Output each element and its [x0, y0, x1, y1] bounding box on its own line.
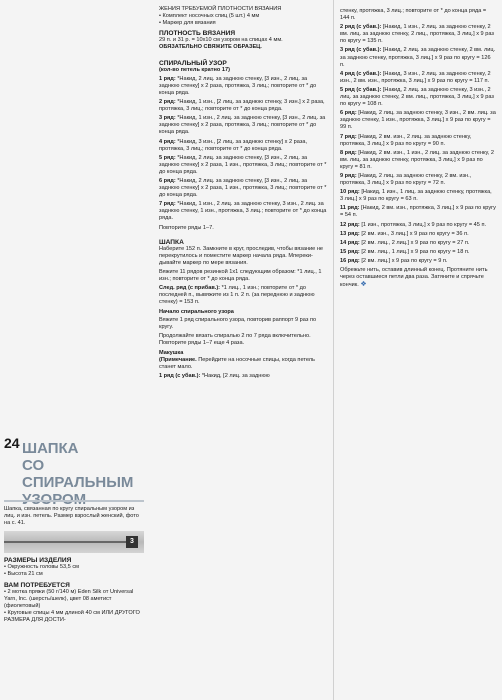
hat-heading: ШАПКА: [159, 238, 184, 246]
row-label: 8 ряд:: [340, 149, 357, 156]
row-text: [2 вм. лиц., 2 лиц.] х 9 раз по кругу = 27 п.: [361, 239, 470, 246]
row-text: [Накид, 1 изн., 1 лиц. за заднюю стенку, протяжка, 3 лиц.] х 9 раз по кругу = 63 п.: [340, 189, 492, 203]
row-text: [Накид, 2 лиц. за заднюю стенку, 3 изн., 2 лиц. за заднюю стенку, 2 вм. лиц., протяжка, 3 лиц.] х 9 раз по кругу = 108 п.: [340, 86, 494, 108]
row-text: *Накид, 3 изн., [2 лиц. за заднюю стенку] х 2 раза, протяжка, 3 лиц.; повторите от * до конца ряда.: [159, 138, 308, 152]
row-label: 15 ряд:: [340, 248, 360, 255]
row-label: 4 ряд (с убав.):: [340, 70, 382, 77]
text-line: • Маркер для вязания: [159, 20, 216, 27]
pattern-row: [159, 115, 329, 136]
pattern-row: [340, 87, 496, 108]
row-text: [Накид, 2 вм. изн., 2 лиц. за заднюю стенку, протяжка, 3 лиц.] х 9 раз по кругу = 90 п.: [340, 133, 472, 147]
pattern-row: [340, 134, 496, 148]
size-item: • Высота 21 см: [4, 571, 43, 578]
repeat-rows: Повторите ряды 1–7.: [159, 224, 214, 231]
middle-column: [159, 6, 329, 696]
left-column: [4, 0, 144, 700]
pattern-row: [340, 47, 496, 68]
row-label: 4 ряд:: [159, 138, 176, 145]
row-label: 12 ряд:: [340, 221, 360, 228]
row-text: [Накид, 2 вм. изн., протяжка, 3 лиц.] х 9 раз по кругу = 54 п.: [340, 205, 496, 219]
pattern-header: [4, 435, 144, 502]
photo-space: [4, 0, 144, 436]
pattern-row: [340, 205, 496, 219]
row-label: 5 ряд (с убав.):: [340, 86, 382, 93]
row-label: 2 ряд:: [159, 99, 176, 106]
pattern-row: [340, 8, 496, 22]
row-label: 6 ряд:: [340, 110, 357, 117]
row-text: [Накид, 2 лиц. за заднюю стенку, 2 вм. лиц. за заднюю стенку, протяжка, 3 лиц.] х 9 раз по кругу = 126 п.: [340, 47, 496, 68]
text-line: ЖЕНИЯ ТРЕБУЕМОЙ ПЛОТНОСТИ ВЯЗАНИЯ: [159, 6, 282, 12]
pattern-row: [340, 249, 496, 256]
row-text: *Накид, 1 изн., [2 лиц. за заднюю стенку, 3 изн.] х 2 раза, протяжка, 3 лиц.; повторите от * до конца ряда.: [159, 99, 325, 113]
row-text: *Накид, 2 лиц. за заднюю стенку, [3 изн., 2 лиц. за заднюю стенку] х 2 раза, 1 изн., протяжка, 3 лиц.; повторите от * до конца ряда.: [159, 154, 327, 175]
text-line: • Комплект носочных спиц (5 шт.) 4 мм: [159, 13, 260, 20]
top-heading: Макушка: [159, 349, 184, 356]
row-text: [Накид, 1 изн., 2 лиц. за заднюю стенку, 2 вм. лиц. за заднюю стенку, 2 лиц., протяжка, 3 лиц.] х 9 раз по кругу = 135 п.: [340, 24, 494, 45]
pattern-row: [159, 201, 329, 222]
crown-rows: [340, 8, 496, 265]
last-row: [159, 373, 329, 380]
spiral-rows: [159, 76, 329, 223]
row-text: [2 вм. лиц., 1 лиц.] х 9 раз по кругу = 18 п.: [361, 248, 470, 255]
row-text: *Накид, 2 лиц. за заднюю стенку, [3 изн., 2 лиц. за заднюю стенку] х 2 раза, 1 изн., протяжка, 3 лиц.; повторите от * до конца ряда.: [159, 177, 327, 199]
pattern-row: [340, 173, 496, 187]
pattern-row: [340, 150, 496, 171]
needle-graphic: [4, 541, 138, 543]
right-column: [340, 6, 496, 696]
row-label: 6 ряд:: [159, 177, 176, 184]
row-text: [1 изн., протяжка, 3 лиц.] х 9 раз по кругу = 45 п.: [361, 221, 487, 228]
rib-text: Вяжите 11 рядов резинкой 1х1 следующим образом: *1 лиц., 1 изн.; повторите от * до конца ряда.: [159, 269, 322, 283]
pattern-row: [340, 258, 496, 265]
continue-text: Продолжайте вязать спиралью 2 по 7 ряда включительно. Повторите ряды 1–7 еще 4 раза.: [159, 332, 311, 346]
column-divider: [333, 0, 334, 700]
row-label: 1 ряд (с убав.):: [159, 373, 201, 380]
row-label: 11 ряд:: [340, 205, 360, 212]
spiral-sub: (кол-во петель кратно 17): [159, 66, 230, 73]
pattern-row: [159, 178, 329, 199]
row-label: 3 ряд:: [159, 115, 176, 122]
row-text: [Накид, 2 лиц. за заднюю стенку, 2 вм. изн., протяжка, 3 лиц.] х 9 раз по кругу = 72 п.: [340, 172, 472, 187]
needs-item: • Круговые спицы 4 мм длиной 40 см ИЛИ ДРУГОГО РАЗМЕРА ДЛЯ ДОСТИ-: [4, 609, 140, 624]
row-label: 3 ряд (с убав.):: [340, 47, 382, 54]
row-text: [Накид, 2 лиц. за заднюю стенку, 3 изн., 2 вм. лиц. за заднюю стенку, 1 изн., протяжка, 3 лиц.] х 9 раз по кругу = 99 п.: [340, 110, 496, 131]
intro-text: Шапка, связанная по кругу спиральным узором из лиц. и изн. петель. Размер взрослый женский, фото на с. 41.: [4, 506, 139, 527]
row-text: [2 вм. лиц.] х 9 раз по кругу = 9 п.: [361, 257, 448, 264]
title-rule: [4, 500, 144, 502]
pattern-row: [340, 189, 496, 203]
row-label: 1 ряд:: [159, 75, 176, 82]
row-text: [Накид, 3 изн., 2 лиц. за заднюю стенку, 2 изн., 2 вм. изн., протяжка, 3 лиц.] х 9 раз по кругу = 117 п.: [340, 70, 491, 84]
pattern-title-line: ШАПКА: [22, 440, 79, 457]
size-item: • Окружность головы 53,5 см: [4, 564, 79, 571]
row-text: *Накид, [2 лиц. за заднюю: [201, 373, 270, 380]
row-text: [Накид, 2 вм. изн., 1 изн., 2 лиц. за заднюю стенку, 2 вм. лиц. за заднюю стенку, протяжка, 3 лиц.] х 9 раз по кругу = 81 п.: [340, 149, 495, 170]
row-text: *Накид, 1 изн., 2 лиц. за заднюю стенку, [3 изн., 2 лиц. за заднюю стенку] х 2 раза, протяжка, 3 лиц.; повторите от * до конца ряда.: [159, 115, 326, 136]
spiral-heading: СПИРАЛЬНЫЙ УЗОР: [159, 59, 227, 67]
pattern-row: [159, 76, 329, 97]
row-label: 9 ряд:: [340, 172, 357, 179]
knit-swatch-image: [4, 531, 144, 553]
row-label: 14 ряд:: [340, 239, 360, 246]
row-label: 2 ряд (с убав.):: [340, 24, 382, 31]
pattern-number: 24: [4, 435, 20, 451]
gauge-text: 29 п. и 31 р. = 10х10 см узором на спицах 4 мм.: [159, 37, 283, 44]
needs-item: • 2 мотка пряжи (50 г/140 м) Eden Silk от Universal Yarn, Inc. (шерсть/шелк), цвет 08 аметист (фиолетовый): [4, 588, 134, 609]
end-mark-icon: ❖: [360, 281, 367, 289]
row-text: [2 вм. изн., 3 лиц.] х 9 раз по кругу = 36 п.: [361, 230, 469, 237]
row-label: 7 ряд:: [159, 201, 176, 208]
row-label: 10 ряд:: [340, 189, 360, 196]
finish-text: [340, 267, 496, 289]
top-note: [159, 357, 329, 371]
pattern-row: [340, 71, 496, 85]
pattern-row: [340, 240, 496, 247]
row-label: 13 ряд:: [340, 230, 360, 237]
row-text: *Накид, 1 изн., 2 лиц. за заднюю стенку, 3 изн., 2 лиц. за заднюю стенку, 1 изн., протяжка, 3 лиц.; повторите от * до конца ряда.: [159, 201, 327, 222]
row-label: 16 ряд:: [340, 257, 360, 264]
pattern-row: [340, 110, 496, 131]
gauge-heading: ПЛОТНОСТЬ ВЯЗАНИЯ: [159, 30, 236, 38]
pattern-row: [340, 24, 496, 45]
pattern-title-line: СО СПИРАЛЬНЫМ: [22, 457, 134, 491]
row-text: *1 лиц., 1 изн.; повторите от * до последней п., вывяжите из 1 п. 2 п. (за переднюю и заднюю стенку) = 153 п.: [159, 285, 315, 306]
hat-text: Наберите 152 п. Замкните в круг, проследив, чтобы вязание не перекрутилось и поместите маркер начала ряда. Мпереки-дывайте маркер по мере вязания.: [159, 245, 324, 266]
note-label: (Примечание.: [159, 357, 197, 364]
pattern-row: [340, 231, 496, 238]
needs-heading: ВАМ ПОТРЕБУЕТСЯ: [4, 581, 70, 589]
start-text: Вяжите 1 ряд спирального узора, повторив раппорт 9 раз по кругу.: [159, 316, 317, 330]
gauge-warning: ОБЯЗАТЕЛЬНО СВЯЖИТЕ ОБРАЗЕЦ.: [159, 44, 262, 51]
row-text: стенку, протяжка, 3 лиц.; повторите от * до конца ряда = 144 п.: [340, 8, 487, 22]
swatch-tag: 3: [126, 536, 138, 548]
pattern-row: [340, 222, 496, 229]
finish-body: Обрежьте нить, оставив длинный конец. Протяните нить через оставшиеся петли два раза. Затяните и спрячьте кончик.: [340, 267, 488, 289]
note-text: Перейдите на носочные спицы, когда петель станет мало.: [159, 357, 315, 371]
next-row: [159, 285, 329, 306]
row-label: 7 ряд:: [340, 133, 357, 140]
row-label: 5 ряд:: [159, 154, 176, 161]
start-heading: Начало спирального узора: [159, 309, 234, 316]
sizes-heading: РАЗМЕРЫ ИЗДЕЛИЯ: [4, 557, 72, 565]
pattern-row: [159, 155, 329, 176]
row-label: След. ряд (с прибав.):: [159, 285, 221, 292]
pattern-title: [22, 440, 144, 508]
pattern-row: [159, 99, 329, 113]
row-text: *Накид, 2 лиц. за заднюю стенку, [3 изн., 2 лиц. за заднюю стенку] х 2 раза, протяжка, 3 лиц.; повторите от * до конца ряда.: [159, 75, 317, 96]
pattern-row: [159, 139, 329, 153]
